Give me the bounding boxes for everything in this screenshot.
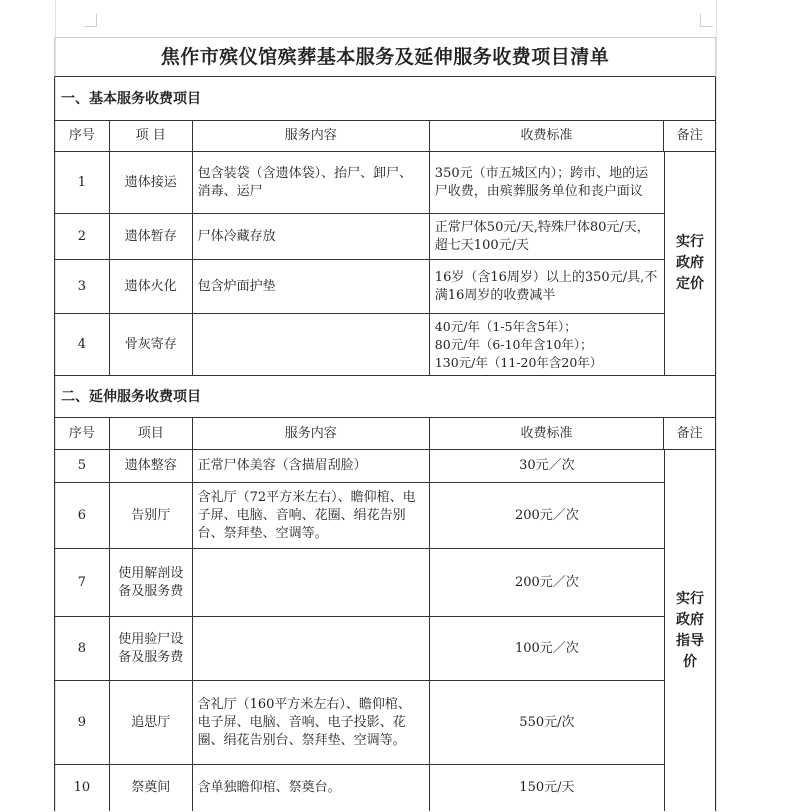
row-no: 9: [55, 681, 110, 764]
row-fee: 200元／次: [514, 574, 579, 590]
row-no: 8: [55, 617, 110, 680]
col-header-no: 序号: [55, 121, 110, 151]
table-header: [54, 418, 716, 450]
row-item: 祭奠间: [110, 765, 193, 811]
table-row: [54, 681, 665, 765]
row-fee: 550元/次: [519, 714, 575, 730]
row-fee: 350元（市五城区内）；跨市、地的运尸收费，由殡葬服务单位和丧户面议: [434, 165, 649, 199]
row-content: [193, 549, 430, 616]
row-no: 3: [55, 260, 110, 313]
table-row: [54, 549, 665, 617]
table-row: [54, 314, 665, 376]
section-title: 二、延伸服务收费项目: [61, 388, 201, 405]
note-government-pricing: 实行政府定价: [665, 152, 716, 376]
extended-services-body: [54, 450, 716, 811]
row-content: 尸体冷藏存放: [193, 214, 430, 259]
row-item: 遗体暂存: [110, 214, 193, 259]
row-item: 骨灰寄存: [110, 314, 193, 375]
row-no: 6: [55, 483, 110, 548]
col-header-item: 项目: [110, 418, 193, 449]
row-content: 含单独瞻仰棺、祭奠台。: [193, 765, 430, 811]
section-header-extended: [54, 376, 716, 418]
row-fee: 30元／次: [519, 458, 575, 473]
col-header-fee: 收费标准: [430, 418, 664, 449]
row-fee: 正常尸体50元/天,特殊尸体80元/天，超七天100元/天: [434, 219, 650, 253]
col-header-no: 序号: [55, 418, 110, 449]
col-header-fee: 收费标准: [430, 121, 664, 151]
col-header-note: 备注: [676, 425, 703, 441]
fee-table: [54, 37, 716, 811]
row-content: 含礼厅（72平方米左右）、瞻仰棺、电子屏、电脑、音响、花圈、绢花告别台、祭拜垫、空调等。: [193, 483, 430, 548]
row-item: 遗体接运: [110, 152, 193, 213]
table-row: [54, 214, 665, 260]
note-government-guided-pricing: 实行政府指导价: [665, 450, 716, 811]
row-content: 含礼厅（160平方米左右）、瞻仰棺、电子屏、电脑、音响、电子投影、花圈、绢花告别台、祭拜垫、空调等。: [193, 681, 430, 764]
row-item: 追思厅: [110, 681, 193, 764]
row-no: 10: [55, 765, 110, 811]
row-no: 7: [55, 549, 110, 616]
row-item: 使用解剖设备及服务费: [110, 549, 193, 616]
table-row: [54, 765, 665, 811]
row-item: 告别厅: [110, 483, 193, 548]
row-fee: 200元／次: [514, 507, 579, 523]
margin-corner-mark: [700, 14, 713, 27]
row-no: 1: [55, 152, 110, 213]
section-header-basic: [54, 77, 716, 121]
table-row: [54, 260, 665, 314]
row-item: 遗体火化: [110, 260, 193, 313]
row-fee: 16岁（含16周岁）以上的350元/具,不满16周岁的收费减半: [434, 269, 658, 303]
table-header: [54, 121, 716, 152]
section-title: 一、基本服务收费项目: [61, 90, 201, 107]
row-fee: 40元/年（1-5年含5年）； 80元/年（6-10年含10年）； 130元/年（11-20年含20年）: [434, 318, 603, 370]
row-content: [193, 314, 430, 375]
col-header-content: 服务内容: [193, 121, 430, 151]
table-row: [54, 450, 665, 483]
row-content: 包含装袋（含遗体袋）、抬尸、卸尸、消毒、运尸: [193, 152, 430, 213]
row-content: 包含炉面护垫: [193, 260, 430, 313]
page-title: 焦作市殡仪馆殡葬基本服务及延伸服务收费项目清单: [160, 46, 610, 68]
title-row: [54, 37, 716, 77]
table-row: [54, 483, 665, 549]
table-row: [54, 617, 665, 681]
row-content: [193, 617, 430, 680]
table-row: [54, 152, 665, 214]
row-item: 使用验尸设备及服务费: [110, 617, 193, 680]
row-item: 遗体整容: [110, 450, 193, 482]
row-fee: 150元/天: [519, 780, 575, 795]
row-no: 5: [55, 450, 110, 482]
margin-corner-mark: [84, 14, 97, 27]
col-header-note: 备注: [676, 128, 703, 143]
row-no: 4: [55, 314, 110, 375]
basic-services-body: [54, 152, 716, 376]
row-no: 2: [55, 214, 110, 259]
col-header-item: 项 目: [110, 121, 193, 151]
col-header-content: 服务内容: [193, 418, 430, 449]
row-fee: 100元／次: [514, 640, 579, 656]
row-content: 正常尸体美容（含描眉刮脸）: [193, 450, 430, 482]
